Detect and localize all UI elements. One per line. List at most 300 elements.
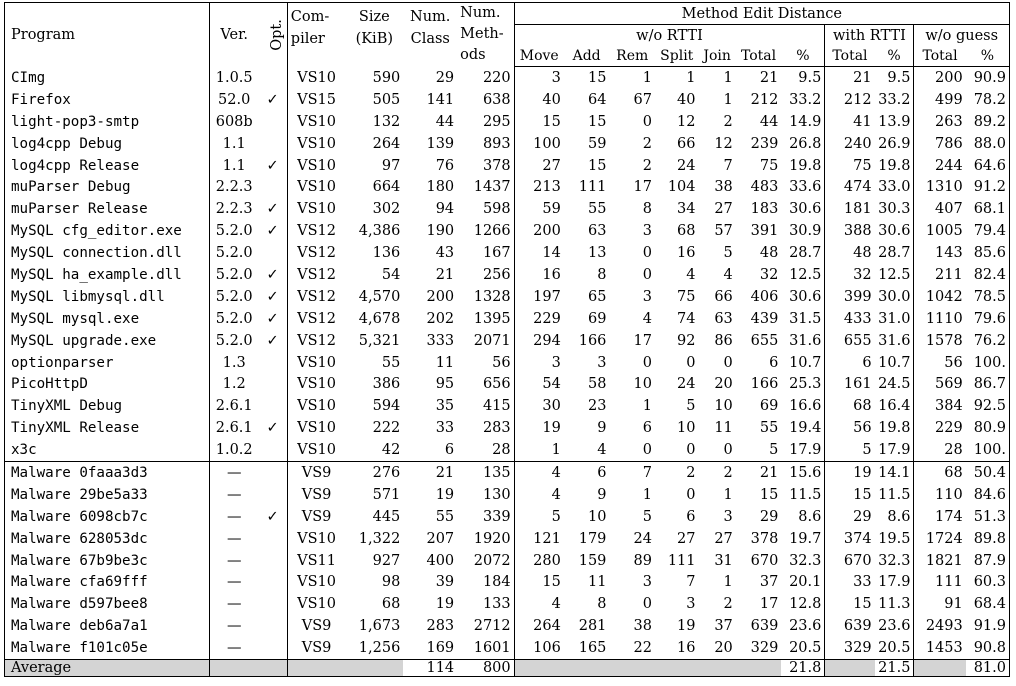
cell-pct: 20.1: [781, 571, 825, 593]
cell-num-class: 35: [435, 398, 455, 415]
table-row: [5, 155, 1010, 177]
cell-num-methods: 130: [457, 484, 514, 506]
cell-version: 1.0.5: [215, 69, 253, 86]
cell-move: 213: [533, 179, 561, 196]
cell-guess-total: 68: [914, 462, 966, 484]
cell-join: 63: [714, 310, 733, 327]
cell-rtti-pct: 26.9: [875, 133, 914, 155]
cell-guess-pct: 87.9: [973, 552, 1006, 569]
cell-pct: 19.7: [781, 528, 825, 550]
cell-pct: 15.6: [781, 462, 825, 484]
header-wo-guess: w/o guess: [925, 27, 999, 44]
cell-guess-pct: 88.0: [973, 135, 1006, 152]
header-with-rtti: with RTTI: [825, 25, 914, 47]
cell-num-class: 43: [435, 245, 455, 262]
cell-pct: 25.3: [781, 373, 825, 395]
cell-version: 5.2.0: [215, 332, 253, 349]
table-row: [5, 330, 1010, 352]
table-row: [5, 373, 1010, 395]
cell-pct: 14.9: [781, 111, 825, 133]
cell-program: Malware f101c05e: [5, 637, 210, 659]
cell-rtti-total: 212: [843, 91, 872, 108]
cell-split: 16: [677, 245, 696, 262]
header-move: Move: [514, 46, 564, 67]
cell-compiler: VS9: [301, 486, 332, 503]
cell-move: 4: [514, 462, 564, 484]
cell-total: 21: [736, 462, 782, 484]
cell-program: log4cpp Debug: [5, 133, 210, 155]
cell-num-class: 21: [435, 266, 455, 283]
cell-guess-total: 229: [935, 420, 963, 437]
cell-rem: 8: [642, 201, 652, 218]
cell-optimized: ✓: [258, 286, 287, 308]
cell-pct: 30.6: [781, 198, 825, 220]
cell-optimized: ✓: [258, 506, 287, 528]
cell-join: 1: [723, 91, 733, 108]
cell-guess-total: 407: [935, 201, 963, 218]
cell-rtti-pct: 17.9: [875, 571, 914, 593]
cell-optimized: ✓: [258, 155, 287, 177]
cell-rem: 10: [633, 376, 652, 393]
cell-move: 197: [533, 288, 561, 305]
cell-move: 14: [542, 245, 561, 262]
cell-pct: 17.9: [781, 439, 825, 461]
cell-guess-total: 2493: [925, 618, 963, 635]
cell-join: 2: [723, 596, 733, 613]
cell-guess-pct: 79.4: [973, 223, 1006, 240]
cell-guess-pct: 60.3: [973, 574, 1006, 591]
cell-pct: 12.5: [781, 264, 825, 286]
cell-add: 11: [587, 574, 607, 591]
cell-rtti-pct: 13.9: [875, 111, 914, 133]
cell-add: 6: [564, 462, 610, 484]
cell-version: —: [226, 508, 242, 525]
cell-rtti-total: 329: [843, 640, 872, 657]
cell-split: 40: [677, 91, 696, 108]
cell-add: 64: [587, 91, 607, 108]
cell-join: 1: [723, 486, 733, 503]
header-rem: Rem: [609, 46, 655, 67]
cell-split: 4: [686, 266, 696, 283]
cell-add: 15: [587, 157, 607, 174]
cell-guess-pct: 84.6: [973, 486, 1006, 503]
cell-rtti-pct: 31.0: [875, 308, 914, 330]
cell-move: 280: [533, 552, 561, 569]
header-total: Total: [736, 46, 782, 67]
cell-guess-pct: 82.4: [973, 266, 1006, 283]
cell-add: 165: [578, 640, 607, 657]
cell-rem: 17: [633, 332, 652, 349]
cell-total: 17: [759, 596, 779, 613]
cell-split: 7: [686, 574, 696, 591]
cell-move: 5: [551, 508, 561, 525]
cell-compiler: VS9: [301, 640, 332, 657]
cell-compiler: VS15: [297, 91, 336, 108]
cell-rtti-total: 388: [843, 223, 872, 240]
table-row: [5, 264, 1010, 286]
cell-guess-total: 1821: [925, 552, 963, 569]
header-size: Size (KiB): [355, 9, 394, 47]
cell-rtti-pct: 11.3: [875, 593, 914, 615]
cell-join: 86: [714, 332, 733, 349]
header-num-class: Num. Class: [410, 9, 451, 47]
table-row: [5, 89, 1010, 111]
cell-optimized: [258, 176, 287, 198]
cell-guess-total: 244: [935, 157, 963, 174]
cell-guess-pct: 78.2: [973, 91, 1006, 108]
cell-join: 0: [723, 442, 733, 459]
cell-size: 55: [381, 354, 401, 371]
cell-rem: 0: [642, 596, 652, 613]
cell-add: 281: [578, 618, 607, 635]
cell-size: 5,321: [358, 332, 401, 349]
header-split: Split: [655, 46, 699, 67]
cell-rtti-total: 5: [862, 442, 872, 459]
cell-move: 121: [533, 530, 561, 547]
cell-rtti-pct: 17.9: [875, 439, 914, 461]
header-rtti-pct: %: [875, 46, 914, 67]
cell-num-class: 11: [435, 354, 455, 371]
cell-num-methods: 256: [457, 264, 514, 286]
header-opt: [258, 3, 287, 67]
cell-num-class: 95: [435, 376, 455, 393]
cell-num-methods: 2071: [457, 330, 514, 352]
cell-add: 9: [597, 420, 607, 437]
cell-rtti-pct: 33.0: [875, 176, 914, 198]
table-row: [5, 550, 1010, 572]
cell-guess-total: 384: [935, 398, 963, 415]
cell-add: 10: [587, 508, 607, 525]
cell-optimized: [258, 528, 287, 550]
cell-num-class: 44: [435, 113, 455, 130]
cell-optimized: [258, 439, 287, 461]
cell-rtti-total: 655: [843, 332, 872, 349]
cell-rtti-pct: 16.4: [875, 395, 914, 417]
header-opt-label: Opt.: [269, 18, 286, 51]
cell-add: 159: [578, 552, 607, 569]
cell-num-methods: 28: [457, 439, 514, 461]
cell-size: 664: [372, 179, 401, 196]
cell-split: 5: [686, 398, 696, 415]
cell-rtti-pct: 8.6: [875, 506, 914, 528]
header-compiler: Com- piler: [290, 9, 330, 47]
cell-size: 42: [381, 442, 401, 459]
cell-num-class: 139: [426, 135, 455, 152]
cell-size: 264: [372, 135, 401, 152]
cell-add: 9: [597, 486, 607, 503]
cell-guess-total: 1453: [925, 640, 963, 657]
cell-compiler: VS10: [297, 135, 336, 152]
cell-size: 590: [372, 69, 401, 86]
cell-rem: 0: [642, 113, 652, 130]
cell-rtti-pct: 11.5: [875, 484, 914, 506]
cell-add: 69: [587, 310, 607, 327]
cell-guess-total: 1578: [925, 332, 963, 349]
cell-move: 16: [542, 266, 561, 283]
cell-guess-total: 263: [935, 113, 963, 130]
cell-version: 2.6.1: [215, 420, 253, 437]
cell-num-class: 202: [426, 310, 455, 327]
cell-program: MySQL ha_example.dll: [5, 264, 210, 286]
cell-rtti-pct: 19.8: [875, 417, 914, 439]
cell-rtti-total: 68: [853, 398, 872, 415]
header-join: Join: [699, 46, 736, 67]
cell-guess-pct: 51.3: [973, 508, 1006, 525]
cell-split: 3: [686, 596, 696, 613]
cell-pct: 16.6: [781, 395, 825, 417]
cell-compiler: VS9: [287, 462, 345, 484]
cell-compiler: VS12: [297, 310, 336, 327]
cell-join: 37: [714, 618, 733, 635]
cell-rtti-total: 33: [853, 574, 872, 591]
average-row: [5, 660, 1010, 677]
table-row: [5, 308, 1010, 330]
cell-move: 15: [542, 574, 561, 591]
cell-rtti-pct: 19.8: [875, 155, 914, 177]
cell-num-class: 283: [426, 618, 455, 635]
cell-move: 264: [533, 618, 561, 635]
cell-add: 63: [587, 223, 607, 240]
cell-rtti-total: 75: [853, 157, 872, 174]
cell-rtti-pct: 12.5: [875, 264, 914, 286]
cell-num-class: 39: [435, 574, 455, 591]
cell-program: Malware 628053dc: [5, 528, 210, 550]
cell-pct: 8.6: [781, 506, 825, 528]
table-row: [5, 615, 1010, 637]
header-pct: %: [781, 46, 825, 67]
cell-rem: 67: [633, 91, 652, 108]
cell-total: 655: [750, 332, 779, 349]
cell-num-methods: 167: [457, 242, 514, 264]
cell-optimized: [258, 462, 287, 484]
cell-rem: 24: [633, 530, 652, 547]
average-num-class: 114: [403, 660, 457, 677]
cell-program: TinyXML Debug: [5, 395, 210, 417]
cell-size: 136: [372, 245, 401, 262]
cell-optimized: [258, 67, 287, 89]
cell-size: 98: [381, 574, 401, 591]
cell-rtti-total: 48: [853, 245, 872, 262]
cell-rem: 1: [642, 69, 652, 86]
cell-guess-total: 174: [935, 508, 963, 525]
cell-move: 27: [542, 157, 561, 174]
table-row: [5, 352, 1010, 374]
cell-compiler: VS10: [297, 201, 336, 218]
cell-optimized: [258, 571, 287, 593]
cell-join: 2: [723, 113, 733, 130]
cell-join: 57: [714, 223, 733, 240]
cell-add: 8: [597, 596, 607, 613]
cell-guess-total: 1724: [925, 530, 963, 547]
cell-size: 505: [372, 91, 401, 108]
cell-total: 406: [750, 288, 779, 305]
cell-program: MySQL upgrade.exe: [5, 330, 210, 352]
cell-size: 1,256: [358, 640, 401, 657]
cell-guess-total: 211: [935, 266, 963, 283]
cell-split: 0: [686, 354, 696, 371]
cell-rtti-pct: 24.5: [875, 373, 914, 395]
cell-rtti-total: 15: [853, 486, 872, 503]
cell-version: 1.1: [222, 157, 246, 174]
cell-rtti-pct: 30.0: [875, 286, 914, 308]
cell-version: 2.2.3: [215, 201, 253, 218]
table-row: [5, 571, 1010, 593]
cell-total: 166: [750, 376, 779, 393]
cell-guess-pct: 92.5: [973, 398, 1006, 415]
cell-add: 13: [587, 245, 607, 262]
cell-join: 20: [714, 376, 733, 393]
cell-rtti-total: 56: [853, 420, 872, 437]
cell-total: 378: [750, 530, 779, 547]
cell-pct: 31.6: [781, 330, 825, 352]
cell-split: 66: [677, 135, 696, 152]
average-guess-pct: 81.0: [966, 660, 1010, 677]
cell-num-class: 29: [435, 69, 455, 86]
cell-split: 24: [677, 376, 696, 393]
cell-num-class: 400: [426, 552, 455, 569]
cell-num-class: 180: [426, 179, 455, 196]
cell-num-methods: 1437: [457, 176, 514, 198]
cell-optimized: [258, 637, 287, 659]
table-row: [5, 417, 1010, 439]
cell-move: 15: [542, 113, 561, 130]
cell-split: 104: [667, 179, 696, 196]
average-label: Average: [5, 660, 210, 677]
cell-version: —: [226, 552, 242, 569]
cell-total: 75: [759, 157, 779, 174]
cell-size: 386: [372, 376, 401, 393]
cell-move: 106: [533, 640, 561, 657]
cell-compiler: VS11: [297, 552, 336, 569]
cell-compiler: VS12: [297, 245, 336, 262]
cell-rem: 3: [642, 223, 652, 240]
method-edit-distance-table: [4, 2, 1010, 677]
cell-guess-total: 200: [935, 69, 963, 86]
cell-num-class: 333: [426, 332, 455, 349]
cell-optimized: [258, 550, 287, 572]
cell-rtti-total: 21: [853, 69, 872, 86]
table-row: [5, 462, 1010, 484]
cell-total: 6: [769, 354, 779, 371]
cell-join: 4: [723, 266, 733, 283]
cell-optimized: [258, 133, 287, 155]
cell-guess-pct: 68.4: [973, 596, 1006, 613]
cell-compiler: VS10: [297, 113, 336, 130]
cell-guess-pct: 100.: [973, 354, 1006, 371]
cell-total: 391: [750, 223, 779, 240]
cell-num-class: 190: [426, 223, 455, 240]
cell-add: 15: [587, 69, 607, 86]
cell-guess-total: 1042: [925, 288, 963, 305]
cell-guess-pct: 50.4: [966, 462, 1010, 484]
cell-guess-pct: 90.8: [973, 640, 1006, 657]
cell-pct: 26.8: [781, 133, 825, 155]
cell-rem: 1: [642, 398, 652, 415]
cell-size: 4,386: [358, 223, 401, 240]
cell-num-methods: 1920: [457, 528, 514, 550]
cell-rem: 6: [642, 420, 652, 437]
cell-guess-pct: 91.9: [973, 618, 1006, 635]
cell-size: 132: [372, 113, 401, 130]
cell-pct: 28.7: [781, 242, 825, 264]
cell-rtti-total: 161: [843, 376, 872, 393]
cell-optimized: [258, 593, 287, 615]
cell-add: 8: [597, 266, 607, 283]
cell-join: 1: [723, 69, 733, 86]
cell-add: 23: [587, 398, 607, 415]
table-row: [5, 439, 1010, 461]
cell-version: —: [210, 462, 259, 484]
cell-total: 5: [769, 442, 779, 459]
cell-rem: 1: [642, 486, 652, 503]
cell-size: 571: [372, 486, 401, 503]
cell-compiler: VS10: [297, 179, 336, 196]
cell-guess-total: 569: [935, 376, 963, 393]
cell-num-class: 55: [435, 508, 455, 525]
cell-join: 12: [714, 135, 733, 152]
cell-num-methods: 184: [457, 571, 514, 593]
cell-guess-pct: 80.9: [973, 420, 1006, 437]
table-row: [5, 637, 1010, 659]
cell-move: 3: [551, 69, 561, 86]
cell-optimized: ✓: [258, 264, 287, 286]
cell-pct: 19.8: [781, 155, 825, 177]
cell-pct: 31.5: [781, 308, 825, 330]
cell-optimized: [258, 484, 287, 506]
cell-num-class: 33: [435, 420, 455, 437]
cell-add: 58: [587, 376, 607, 393]
cell-rem: 89: [633, 552, 652, 569]
cell-program: Malware 67b9be3c: [5, 550, 210, 572]
table-row: [5, 506, 1010, 528]
cell-optimized: ✓: [258, 308, 287, 330]
cell-optimized: [258, 373, 287, 395]
cell-compiler: VS10: [297, 574, 336, 591]
cell-num-methods: 656: [457, 373, 514, 395]
cell-rem: 17: [633, 179, 652, 196]
cell-version: 5.2.0: [215, 310, 253, 327]
header-guess-pct: %: [966, 46, 1010, 67]
table-row: [5, 133, 1010, 155]
cell-rtti-pct: 20.5: [875, 637, 914, 659]
cell-rtti-total: 6: [862, 354, 872, 371]
cell-join: 27: [714, 201, 733, 218]
cell-add: 15: [587, 113, 607, 130]
cell-optimized: [258, 111, 287, 133]
table-row: [5, 484, 1010, 506]
cell-guess-pct: 78.5: [973, 288, 1006, 305]
cell-rtti-pct: 23.6: [875, 615, 914, 637]
cell-program: MySQL connection.dll: [5, 242, 210, 264]
cell-join: 0: [723, 354, 733, 371]
cell-version: 5.2.0: [215, 245, 253, 262]
cell-join: 7: [723, 157, 733, 174]
cell-move: 3: [551, 354, 561, 371]
cell-move: 30: [542, 398, 561, 415]
cell-program: MySQL libmysql.dll: [5, 286, 210, 308]
cell-num-methods: 1395: [457, 308, 514, 330]
cell-program: MySQL mysql.exe: [5, 308, 210, 330]
cell-num-class: 6: [444, 442, 455, 459]
cell-optimized: ✓: [258, 198, 287, 220]
cell-move: 100: [533, 135, 561, 152]
cell-rtti-total: 639: [843, 618, 872, 635]
cell-guess-total: 111: [935, 574, 963, 591]
cell-num-class: 76: [435, 157, 455, 174]
cell-optimized: ✓: [258, 330, 287, 352]
cell-total: 15: [759, 486, 779, 503]
cell-rtti-pct: 30.3: [875, 198, 914, 220]
